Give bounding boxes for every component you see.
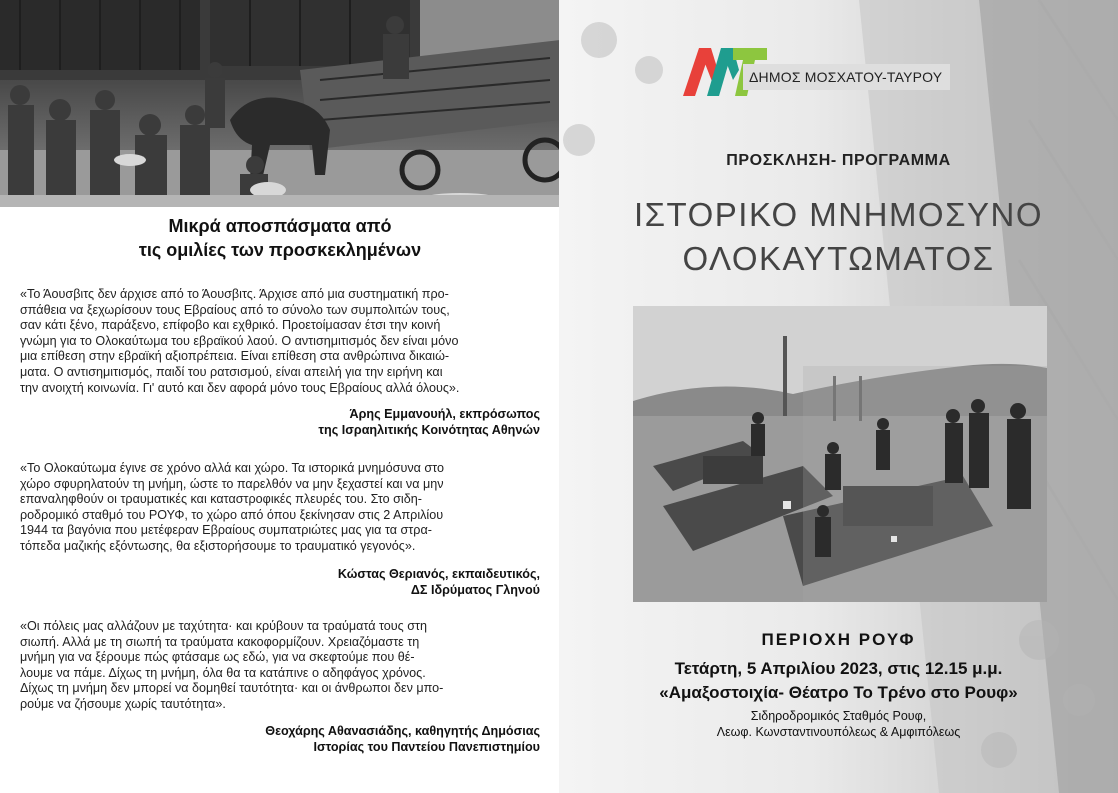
venue-place: «Αμαξοστοιχία- Θέατρο Το Τρένο στο Ρουφ»	[659, 683, 1018, 702]
attribution-athanasiadis	[265, 723, 540, 755]
deportation-photo	[0, 0, 559, 207]
quote-line: τόπεδα μαζικής εξόντωσης, θα εξιστορήσουμε το τραυματικό γεγονός».	[20, 538, 416, 553]
quote-emmanouil	[20, 287, 540, 396]
quote-line: σιωπή. Αλλά με τη σιωπή τα τραύματα κακοφορμίζουν. Χρειαζόμαστε τη	[20, 634, 420, 649]
right-panel	[559, 0, 1118, 793]
tanks-photo	[633, 306, 1047, 602]
municipality-name: ΔΗΜΟΣ ΜΟΣΧΑΤΟΥ-ΤΑΥΡΟΥ	[743, 64, 950, 90]
venue-address	[559, 708, 1118, 740]
venue-address-line-2: Λεωφ. Κωνσταντινουπόλεως & Αμφιπόλεως	[716, 725, 961, 739]
attribution-emmanouil	[318, 406, 540, 438]
quote-line: την ανοιχτή κοινωνία. Γι' αυτό και δεν αφορά μόνο τους Εβραίους αλλά όλους».	[20, 380, 460, 395]
speeches-heading-line-1: Μικρά αποσπάσματα από	[168, 216, 392, 236]
attribution-therianos	[338, 566, 540, 598]
invitation-label: ΠΡΟΣΚΛΗΣΗ- ΠΡΟΓΡΑΜΜΑ	[726, 152, 951, 169]
deportation-photo-drawing	[0, 0, 559, 207]
quote-line: λουμε να πάμε. Δίχως τη μνήμη, όλα θα τα κατάπινε ο αδηφάγος χρόνος.	[20, 665, 426, 680]
quote-line: ματα. Ο αντισημιτισμός, παιδί του ρατσισμού, είναι απειλή για την ειρήνη και	[20, 364, 443, 379]
quote-line: χώρο σφυρηλατούν τη μνήμη, ώστε το παρελθόν να μην ξεχαστεί και να μην	[20, 476, 444, 491]
quote-line: μια επίθεση στην εβραϊκή αξιοπρέπεια. Είναι επίθεση στα ανθρώπινα δικαιώ-	[20, 349, 450, 364]
quote-line: ρούμε να ζήσουμε χωρίς ταυτότητα».	[20, 696, 226, 711]
quote-line: μνήμη για να ξέρουμε πώς φτάσαμε ως εδώ, για να σκεφτούμε που θέ-	[20, 650, 415, 665]
quote-line: «Το Ολοκαύτωμα έγινε σε χρόνο αλλά και χώρο. Τα ιστορικά μνημόσυνα στο	[20, 461, 444, 475]
quote-line: σπάθεια να ξεχωρίσουν τους Εβραίους από το σύνολο των συμπολιτών τους,	[20, 302, 450, 317]
venue-area: ΠΕΡΙΟΧΗ ΡΟΥΦ	[761, 630, 916, 649]
event-title-line-1: ΙΣΤΟΡΙΚΟ ΜΝΗΜΟΣΥΝΟ	[633, 196, 1044, 233]
quote-line: σαν κάτι ξένο, παράξενο, επίφοβο και εχθρικό. Προετοίμασαν έτσι την κοινή	[20, 318, 441, 333]
event-datetime: Τετάρτη, 5 Απριλίου 2023, στις 12.15 μ.μ.	[674, 659, 1003, 678]
speeches-heading-line-2: τις ομιλίες των προσκεκλημένων	[138, 240, 422, 260]
quote-line: Δίχως τη μνήμη δεν μπορεί να δομηθεί ταυτότητα· και οι άνθρωποι δεν μπο-	[20, 681, 444, 696]
municipality-logo	[683, 44, 983, 100]
quote-line: γνώμη για το Ολοκαύτωμα του εβραϊκού λαού. Ο αντισημιτισμός δεν είναι μόνο	[20, 333, 459, 348]
attribution-line: Θεοχάρης Αθανασιάδης, καθηγητής Δημόσιας	[265, 724, 540, 738]
attribution-line: Κώστας Θεριανός, εκπαιδευτικός,	[337, 567, 540, 581]
venue-address-line-1: Σιδηροδρομικός Σταθμός Ρουφ,	[750, 709, 927, 723]
event-title-line-2: ΟΛΟΚΑΥΤΩΜΑΤΟΣ	[682, 240, 995, 277]
attribution-line: Άρης Εμμανουήλ, εκπρόσωπος	[349, 407, 540, 421]
quote-therianos	[20, 461, 540, 555]
attribution-line: Ιστορίας του Παντείου Πανεπιστημίου	[313, 740, 540, 754]
quote-line: «Οι πόλεις μας αλλάζουν με ταχύτητα· και κρύβουν τα τραύματά τους στη	[20, 619, 427, 633]
quote-athanasiadis	[20, 619, 540, 713]
tanks-photo-drawing	[633, 306, 1047, 602]
speeches-heading	[60, 214, 500, 262]
attribution-line: ΔΣ Ιδρύματος Γληνού	[410, 583, 540, 597]
quote-line: επαναληφθούν οι τραυματικές και καταστροφικές πλευρές του. Στο σιδη-	[20, 492, 422, 507]
attribution-line: της Ισραηλιτικής Κοινότητας Αθηνών	[318, 423, 540, 437]
quote-line: ροδρομικό σταθμό του ΡΟΥΦ, το χώρο από όπου ξεκίνησαν στις 2 Απριλίου	[20, 507, 444, 522]
quote-line: «Το Άουσβιτς δεν άρχισε από το Άουσβιτς. Άρχισε από μια συστηματική προ-	[20, 287, 449, 301]
quote-line: 1944 τα βαγόνια που μετέφεραν Εβραίους συμπατριώτες μας για τα στρα-	[20, 523, 432, 538]
